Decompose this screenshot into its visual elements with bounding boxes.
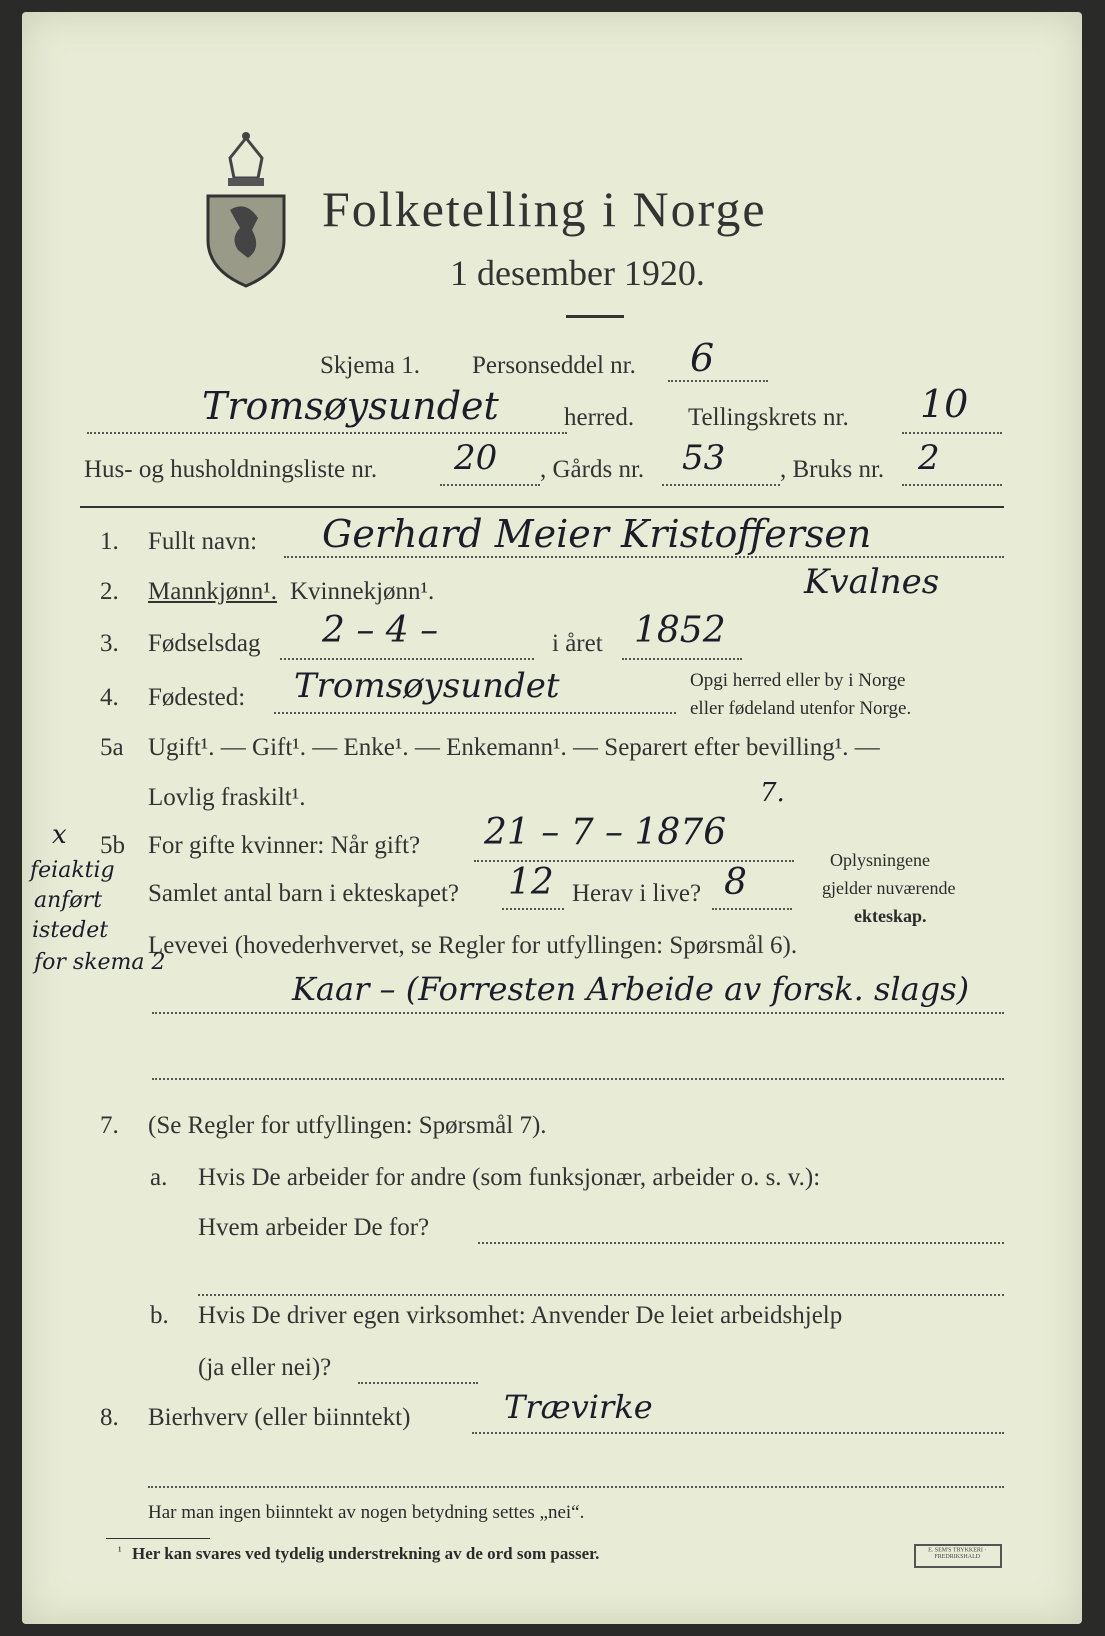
q7b-label: Hvis De driver egen virksomhet: Anvender De leiet arbeidshjelp <box>198 1302 843 1329</box>
footnote-divider <box>106 1538 210 1539</box>
marriage-date-correction: 7. <box>760 778 785 808</box>
q8-label: Bierhverv (eller biinntekt) <box>148 1404 411 1431</box>
q4-note-line2: eller fødeland utenfor Norge. <box>690 698 912 719</box>
coat-of-arms-icon <box>200 130 292 290</box>
q8-number: 8. <box>100 1404 119 1431</box>
q1-number: 1. <box>100 528 119 555</box>
q5b-note-line1: Oplysningene <box>830 850 930 870</box>
gards-label: , Gårds nr. <box>540 456 645 483</box>
marital-status-options[interactable]: Ugift¹. — Gift¹. — Enke¹. — Enkemann¹. — Separert efter bevilling¹. — <box>148 734 880 761</box>
section-divider <box>80 506 1004 508</box>
marriage-date-value[interactable]: 21 – 7 – 1876 <box>484 812 727 853</box>
margin-note-line1: feiaktig <box>30 858 115 883</box>
gender-male-option[interactable]: Mannkjønn¹. <box>148 578 278 605</box>
herred-value[interactable]: Tromsøysundet <box>202 384 499 428</box>
q7-label: (Se Regler for utfyllingen: Spørsmål 7). <box>148 1112 547 1139</box>
children-count-value[interactable]: 12 <box>508 862 554 903</box>
q5b-note-line3: ekteskap. <box>854 906 927 926</box>
full-name-value[interactable]: Gerhard Meier Kristoffersen <box>322 512 872 556</box>
q7b-label2: (ja eller nei)? <box>198 1354 332 1381</box>
alive-label: Herav i live? <box>572 880 702 907</box>
q1-label: Fullt navn: <box>148 528 258 555</box>
occupation-value[interactable]: Kaar – (Forresten Arbeide av forsk. slags) <box>292 970 970 1008</box>
bruks-value[interactable]: 2 <box>918 438 940 478</box>
title-divider <box>566 315 624 318</box>
footnote-mark: ¹ <box>118 1544 122 1558</box>
q3-number: 3. <box>100 630 119 657</box>
census-form-sheet <box>22 12 1082 1624</box>
census-date: 1 desember 1920. <box>450 253 705 293</box>
herred-label: herred. <box>564 404 635 431</box>
personseddel-label: Personseddel nr. <box>472 352 636 379</box>
printer-stamp <box>914 1544 1002 1568</box>
margin-note-line4: for skema 2 <box>34 950 166 975</box>
margin-note-line2: anført <box>34 888 103 913</box>
margin-note-line3: istedet <box>32 918 109 943</box>
printer-stamp-text: E. SEM'S TRYKKERI · FREDRIKSHALD <box>928 1546 987 1560</box>
full-name-value-cont[interactable]: Kvalnes <box>804 562 940 602</box>
gender-female-option[interactable]: Kvinnekjønn¹. <box>290 578 435 605</box>
q5a-number: 5a <box>100 734 124 761</box>
q6-label: Levevei (hovederhvervet, se Regler for utfyllingen: Spørsmål 6). <box>148 932 798 959</box>
q7a-letter: a. <box>150 1164 168 1191</box>
footer-note: Har man ingen biinntekt av nogen betydning settes „nei“. <box>148 1502 585 1523</box>
q5b-number: 5b <box>100 832 125 859</box>
footnote-text: Her kan svares ved tydelig understrekning av de ord som passer. <box>132 1544 600 1563</box>
form-title: Folketelling i Norge <box>322 181 767 237</box>
bruks-label: , Bruks nr. <box>780 456 885 483</box>
personseddel-value[interactable]: 6 <box>690 336 715 380</box>
alive-count-value[interactable]: 8 <box>724 862 747 903</box>
margin-note-x: x <box>52 820 67 850</box>
q7-number: 7. <box>100 1112 119 1139</box>
q5b-note-line2: gjelder nuværende <box>822 878 956 898</box>
q4-note-line1: Opgi herred eller by i Norge <box>690 670 906 691</box>
husliste-value[interactable]: 20 <box>454 438 498 478</box>
husliste-label: Hus- og husholdningsliste nr. <box>84 456 378 483</box>
birthplace-value[interactable]: Tromsøysundet <box>294 666 560 706</box>
q4-label: Fødested: <box>148 684 246 711</box>
q7a-label: Hvis De arbeider for andre (som funksjonær, arbeider o. s. v.): <box>198 1164 821 1191</box>
q3-label: Fødselsdag <box>148 630 261 657</box>
q7a-label2: Hvem arbeider De for? <box>198 1214 430 1241</box>
tellingskrets-label: Tellingskrets nr. <box>688 404 849 431</box>
skjema-label: Skjema 1. <box>320 352 420 379</box>
year-label: i året <box>552 630 603 657</box>
tellingskrets-value[interactable]: 10 <box>920 382 969 426</box>
children-label: Samlet antal barn i ekteskapet? <box>148 880 459 907</box>
q2-number: 2. <box>100 578 119 605</box>
q5b-label: For gifte kvinner: Når gift? <box>148 832 421 859</box>
birth-year-value[interactable]: 1852 <box>634 610 726 651</box>
q4-number: 4. <box>100 684 119 711</box>
birthdate-value[interactable]: 2 – 4 – <box>322 610 439 651</box>
marital-status-options-cont[interactable]: Lovlig fraskilt¹. <box>148 784 306 811</box>
side-income-value[interactable]: Trævirke <box>504 1388 653 1426</box>
q7b-letter: b. <box>150 1302 169 1329</box>
gards-value[interactable]: 53 <box>682 438 726 478</box>
